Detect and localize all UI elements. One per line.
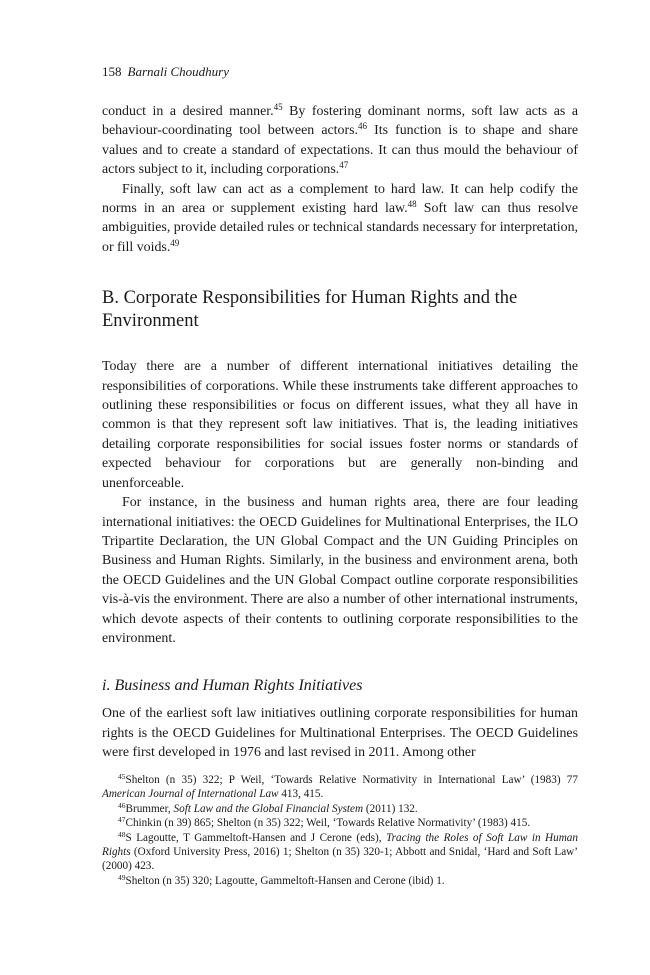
footnote-45 xyxy=(102,773,578,802)
footnote-title: Soft Law and the Global Financial System xyxy=(173,802,364,815)
footnote-number: 48 xyxy=(118,829,126,839)
footnote-text: Chinkin (n 39) 865; Shelton (n 35) 322; Weil, ‘Towards Relative Normativity’ (1983) 415. xyxy=(125,817,531,830)
footnote-title: Tracing the Roles of Soft Law in Human Rights xyxy=(102,831,578,859)
footnote-text: Shelton (n 35) 322; P Weil, ‘Towards Relative Normativity in International Law’ (1983) 77 xyxy=(125,774,578,786)
paragraph-text: Its function is to shape and share values and to create a standard of expectations. It can thus mould the behaviour of actors subject to it, including corporations. xyxy=(102,123,578,178)
footnote-text: Brummer, xyxy=(125,802,174,815)
footnote-text: S Lagoutte, T Gammeltoft-Hansen and J Cerone (eds), xyxy=(125,831,387,844)
paragraph-2 xyxy=(102,180,578,258)
footnote-ref-49[interactable]: 49 xyxy=(170,237,180,248)
subsection-heading-i: i. Business and Human Rights Initiatives xyxy=(102,677,363,695)
footnote-number: 46 xyxy=(118,800,126,810)
footnote-ref-46[interactable]: 46 xyxy=(357,121,367,132)
paragraph-text: By fostering dominant norms, soft law acts as a behaviour-coordinating tool between actors. xyxy=(102,104,579,139)
footnote-ref-45[interactable]: 45 xyxy=(273,102,283,112)
footnote-47 xyxy=(102,816,578,830)
footnote-text: (Oxford University Press, 2016) 1; Shelton (n 35) 320-1; Abbott and Snidal, ‘Hard and Soft Law’ (2000) 423. xyxy=(102,846,578,873)
footnote-text: 413, 415. xyxy=(278,788,324,801)
page-body xyxy=(102,64,578,763)
paragraph-1 xyxy=(102,102,578,180)
footnote-number: 49 xyxy=(118,872,126,882)
paragraph-5: One of the earliest soft law initiatives outlining corporate responsibilities for human rights is the OECD Guidelines for Multinational Enterprises. The OECD Guidelines were first developed in 1976 and last revised in 2011. Among other xyxy=(102,706,578,761)
paragraph-text: Finally, soft law can act as a complement to hard law. It can help codify the norms in an area or supplement existing hard law. xyxy=(102,181,578,217)
footnotes xyxy=(102,773,578,888)
footnote-48 xyxy=(102,831,578,874)
footnote-number: 47 xyxy=(118,815,126,825)
footnote-ref-48[interactable]: 48 xyxy=(407,199,417,210)
paragraph-4: For instance, in the business and human rights area, there are four leading international initiatives: the OECD Guidelines for Multinational Enterprises, the ILO Tripartite Declaration, the UN Global Compact and the UN Guiding Principles on Business and Human Rights. Similarly, in the business and environment arena, both the OECD Guidelines and the UN Global Compact outline corporate responsibilities vis-à-vis the environment. There are also a number of other international instruments, which devote aspects of their contents to outlining corporate responsibilities to the environment. xyxy=(102,495,578,646)
footnote-title: American Journal of International Law xyxy=(102,788,279,801)
footnote-49 xyxy=(102,874,578,888)
page-number: 158 xyxy=(102,64,122,79)
footnote-text: (2011) 132. xyxy=(363,802,418,815)
running-head-author: Barnali Choudhury xyxy=(127,64,229,79)
footnote-number: 45 xyxy=(118,772,126,781)
footnote-46 xyxy=(102,802,578,816)
section-heading-b: B. Corporate Responsibilities for Human Rights and the Environment xyxy=(102,288,518,332)
footnote-ref-47[interactable]: 47 xyxy=(339,160,349,171)
paragraph-text: conduct in a desired manner. xyxy=(102,104,274,119)
paragraph-3: Today there are a number of different international initiatives detailing the responsibilities of corporations. While these instruments take different approaches to outlining these responsibilities or focus on different issues, what they all have in common is that they represent soft law initiatives. That is, the leading initiatives detailing corporate responsibilities for social issues foster norms or standards of expected behaviour for corporations but are generally non-binding and unenforceable. xyxy=(102,359,578,491)
running-head xyxy=(102,64,578,80)
paragraph-text: Soft law can thus resolve ambiguities, provide detailed rules or technical standards necessary for interpretation, or fill voids. xyxy=(102,201,578,255)
footnote-text: Shelton (n 35) 320; Lagoutte, Gammeltoft-Hansen and Cerone (ibid) 1. xyxy=(125,874,445,887)
